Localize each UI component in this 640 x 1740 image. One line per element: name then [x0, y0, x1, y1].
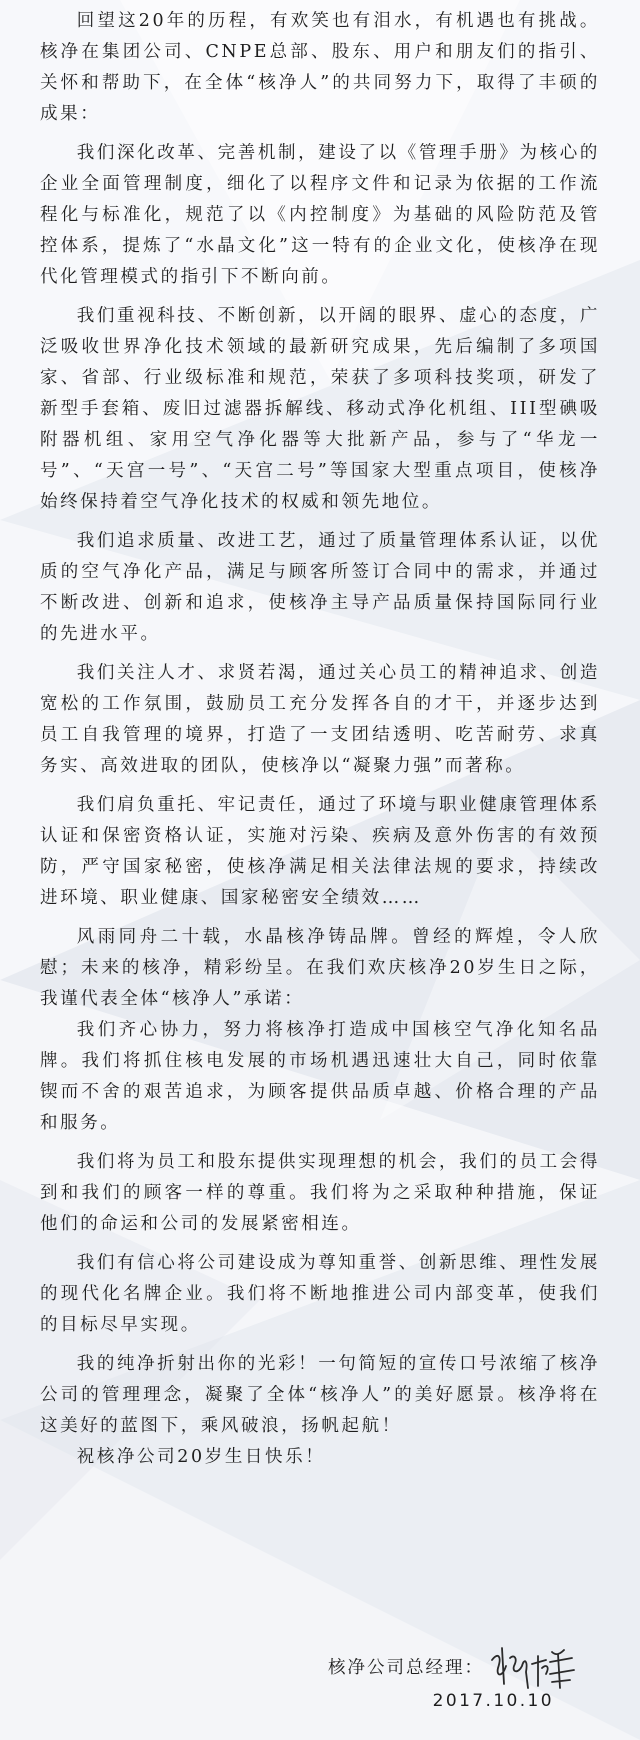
paragraph-management: 我们深化改革、完善机制，建设了以《管理手册》为核心的企业全面管理制度，细化了以程序文件和记录为依据的工作流程化与标准化，规范了以《内控制度》为基础的风险防范及管控体系，提炼了“水晶文化”这一特有的企业文化，使核净在现代化管理模式的指引下不断向前。	[40, 143, 600, 287]
letter-body	[40, 6, 600, 1473]
signature-line	[328, 1638, 582, 1694]
paragraph-anniversary: 风雨同舟二十载，水晶核净铸品牌。曾经的辉煌，令人欣慰；未来的核净，精彩纷呈。在我们欢庆核净20岁生日之际，我谨代表全体“核净人”承诺：	[40, 927, 600, 1009]
paragraph-employees: 我们将为员工和股东提供实现理想的机会，我们的员工会得到和我们的顾客一样的尊重。我们将为之采取种种措施，保证他们的命运和公司的发展紧密相连。	[40, 1152, 600, 1234]
paragraph-confidence: 我们有信心将公司建设成为尊知重誉、创新思维、理性发展的现代化名牌企业。我们将不断地推进公司内部变革，使我们的目标尽早实现。	[40, 1253, 600, 1335]
paragraph-review: 回望这20年的历程，有欢笑也有泪水，有机遇也有挑战。核净在集团公司、CNPE总部、股东、用户和朋友们的指引、关怀和帮助下，在全体“核净人”的共同努力下，取得了丰硕的成果：	[40, 11, 600, 124]
paragraph-brand: 我们齐心协力，努力将核净打造成中国核空气净化知名品牌。我们将抓住核电发展的市场机遇迅速壮大自己，同时依靠锲而不舍的艰苦追求，为顾客提供品质卓越、价格合理的产品和服务。	[40, 1020, 600, 1133]
letter-date: 2017.10.10	[432, 1691, 554, 1711]
paragraph-technology: 我们重视科技、不断创新，以开阔的眼界、虚心的态度，广泛吸收世界净化技术领域的最新研究成果，先后编制了多项国家、省部、行业级标准和规范，荣获了多项科技奖项，研发了新型手套箱、废旧过滤器拆解线、移动式净化机组、III型碘吸附器机组、家用空气净化器等大批新产品，参与了“华龙一号”、“天宫一号”、“天宫二号”等国家大型重点项目，使核净始终保持着空气净化技术的权威和领先地位。	[40, 306, 600, 512]
paragraph-birthday-wish: 祝核净公司20岁生日快乐！	[76, 1447, 326, 1467]
paragraph-talent: 我们关注人才、求贤若渴，通过关心员工的精神追求、创造宽松的工作氛围，鼓励员工充分发挥各自的才干，并逐步达到员工自我管理的境界，打造了一支团结透明、吃苦耐劳、求真务实、高效进取的团队，使核净以“凝聚力强”而著称。	[40, 663, 600, 776]
handwritten-signature	[486, 1638, 582, 1694]
paragraph-responsibility: 我们肩负重托、牢记责任，通过了环境与职业健康管理体系认证和保密资格认证，实施对污染、疾病及意外伤害的有效预防，严守国家秘密，使核净满足相关法律法规的要求，持续改进环境、职业健康、国家秘密安全绩效……	[40, 795, 600, 908]
signature-label: 核净公司总经理：	[328, 1657, 484, 1678]
paragraph-slogan: 我的纯净折射出你的光彩！一句简短的宣传口号浓缩了核净公司的管理理念，凝聚了全体“核净人”的美好愿景。核净将在这美好的蓝图下，乘风破浪，扬帆起航！	[40, 1354, 600, 1436]
paragraph-quality: 我们追求质量、改进工艺，通过了质量管理体系认证，以优质的空气净化产品，满足与顾客所签订合同中的需求，并通过不断改进、创新和追求，使核净主导产品质量保持国际同行业的先进水平。	[40, 531, 600, 644]
